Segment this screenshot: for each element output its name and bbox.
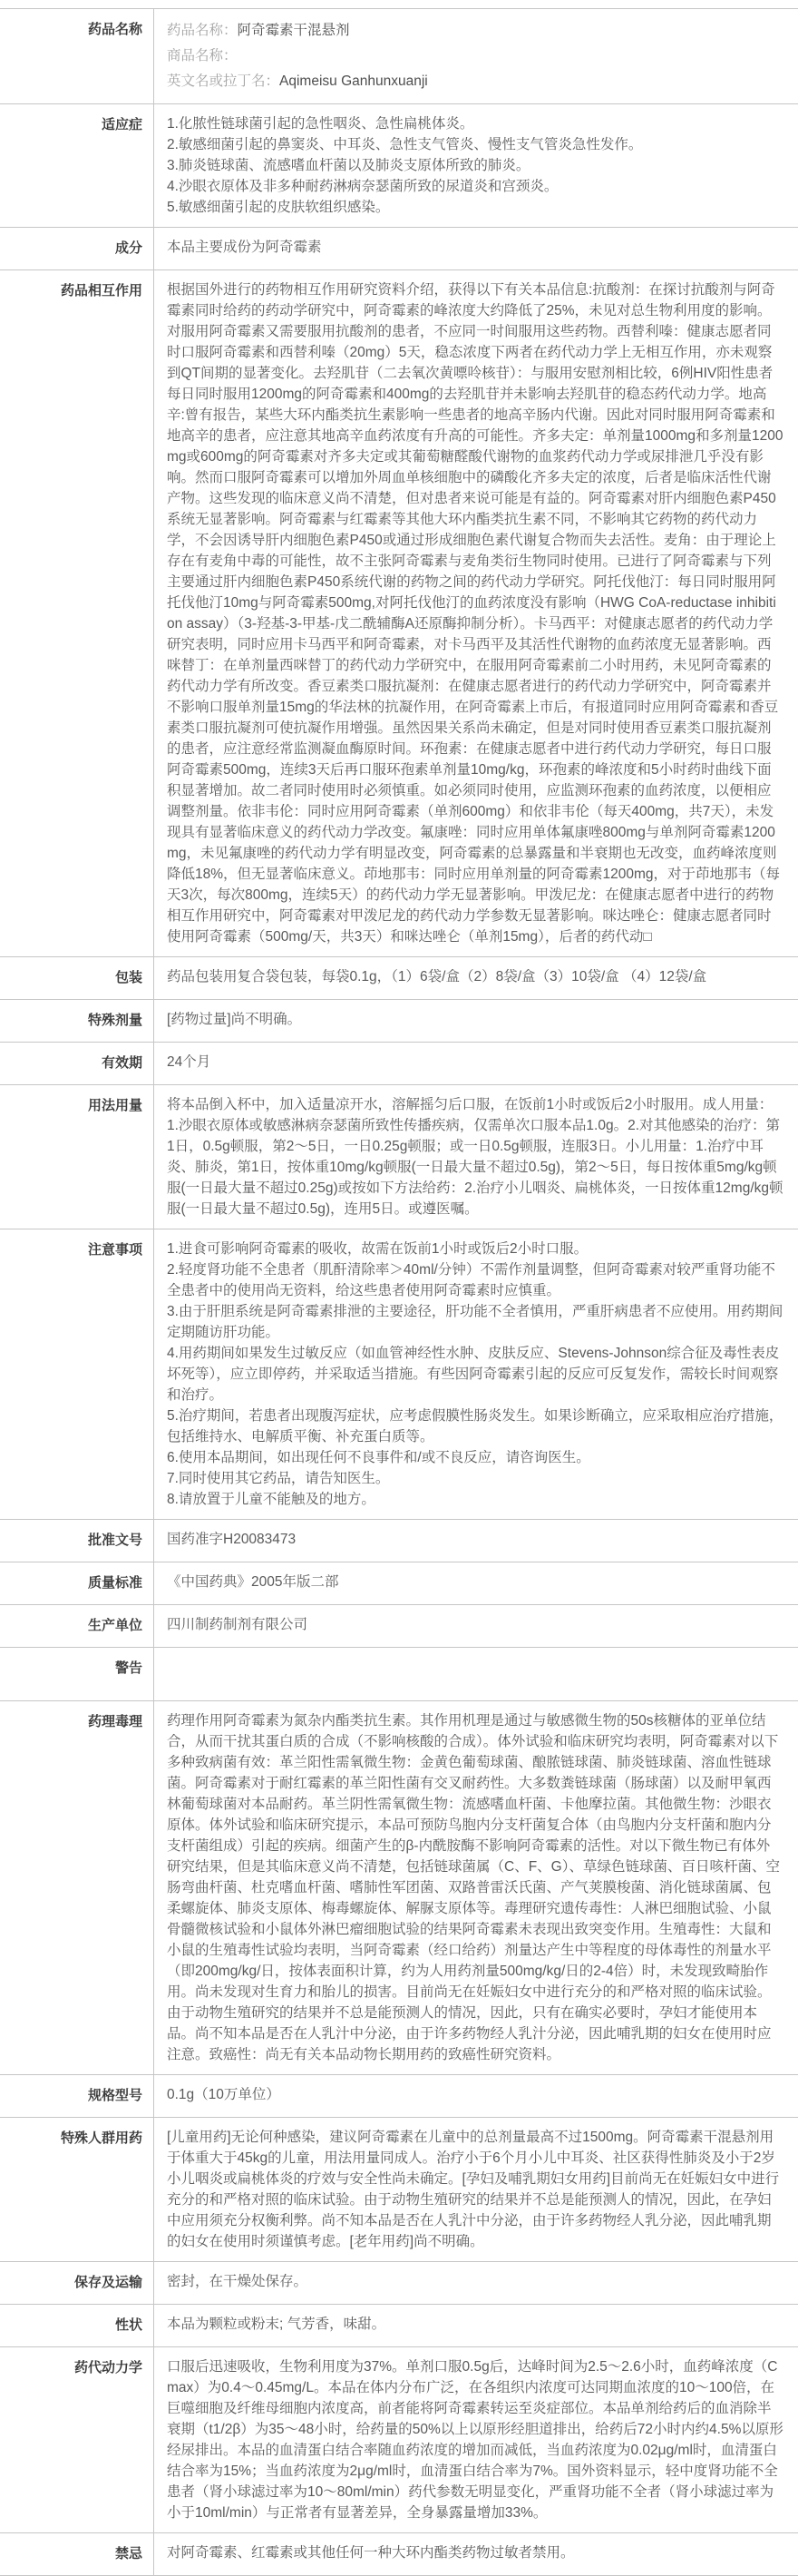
- row-label: 成分: [0, 228, 154, 269]
- precaution-item: 7.同时使用其它药品，请告知医生。: [167, 1471, 390, 1486]
- drug-info-table: [0, 8, 798, 2576]
- row-specification: [0, 2075, 798, 2118]
- precaution-item: 5.治疗期间，若患者出现腹泻症状，应考虑假膜性肠炎发生。如果诊断确立，应采取相应治疗措施，包括维持水、电解质平衡、补充蛋白质等。: [167, 1408, 783, 1445]
- row-content: 根据国外进行的药物相互作用研究资料介绍，获得以下有关本品信息:抗酸剂：在探讨抗酸剂与阿奇霉素同时给药的药动学研究中，阿奇霉素的峰浓度大约降低了25%，未见对总生物利用度的影响。对服用阿奇霉素又需要服用抗酸剂的患者，不应同一时间服用这些药物。西替利嗪：健康志愿者同时口服阿奇霉素和西替利嗪（20mg）5天，稳态浓度下两者在药代动力学上无相互作用，亦未观察到QT间期的显著变化。去羟肌苷（二去氧次黄嘌呤核苷）：与服用安慰剂相比较，6例HIV阳性患者每日同时服用1200mg的阿奇霉素和400mg的去羟肌苷并未影响去羟肌苷的稳态药代动力学。地高辛:曾有报告，某些大环内酯类抗生素影响一些患者的地高辛肠内代谢。因此对同时服用阿奇霉素和地高辛的患者，应注意其地高辛血药浓度有升高的可能性。齐多夫定：单剂量1000mg和多剂量1200mg或600mg的阿奇霉素对齐多夫定或其葡萄糖醛酸代谢物的血浆药代动力学或尿排泄几乎没有影响。然而口服阿奇霉素可以增加外周血单核细胞中的磷酸化齐多夫定的浓度，后者是临床活性代谢产物。这些发现的临床意义尚不清楚，但对患者来说可能是有益的。阿奇霉素对肝内细胞色素P450系统无显著影响。阿奇霉素与红霉素等其他大环内酯类抗生素不同，不影响其它药物的药代动力学，不会因诱导肝内细胞色素P450或通过形成细胞色素代谢复合物而失去活性。麦角：由于理论上存在有麦角中毒的可能性，故不主张阿奇霉素与麦角类衍生物同时使用。已进行了阿奇霉素与下列主要通过肝内细胞色素P450系统代谢的药物之间的药代动力学研究。阿托伐他汀：每日同时服用阿托伐他汀10mg与阿奇霉素500mg,对阿托伐他汀的血药浓度没有影响（HWG CoA-reductase inhibition assay）（3-羟基-3-甲基-戊二酰辅酶A还原酶抑制分析）。卡马西平：对健康志愿者的药代动力学研究表明，同时应用卡马西平和阿奇霉素，对卡马西平及其活性代谢物的血药浓度无显著影响。西咪替丁：在单剂量西咪替丁的药代动力学研究中，在服用阿奇霉素前二小时用药，未见阿奇霉素的药代动力学有所改变。香豆素类口服抗凝剂：在健康志愿者进行的药代动力学研究中，阿奇霉素并不影响口服单剂量15mg的华法林的抗凝作用，在阿奇霉素上市后，有报道同时应用阿奇霉素和香豆素类口服抗凝剂可使抗凝作用增强。虽然因果关系尚未确定，但是对同时使用香豆素类口服抗凝剂的患者，应注意经常监测凝血酶原时间。环孢素：在健康志愿者中进行药代动力学研究，每日口服阿奇霉素500mg，连续3天后再口服环孢素单剂量10mg/kg，环孢素的峰浓度和5小时药时曲线下面积显著增加。故二者同时使用时必须慎重。如必须同时使用，应监测环孢素的血药浓度，以便相应调整剂量。依非韦伦：同时应用阿奇霉素（单剂600mg）和依非韦伦（每天400mg，共7天），未发现具有显著临床意义的药代动力学改变。氟康唑：同时应用单体氟康唑800mg与单剂阿奇霉素1200mg，未见氟康唑的药代动力学有明显改变，阿奇霉素的总暴露量和半衰期也无改变，血药峰浓度则降低18%，但无显著临床意义。茚地那韦：同时应用单剂量的阿奇霉素1200mg，对于茚地那韦（每天3次，每次800mg，连续5天）的药代动力学无显著影响。甲泼尼龙：在健康志愿者中进行的药物相互作用研究中，阿奇霉素对甲泼尼龙的药代动力学参数无显著影响。咪达唑仑：健康志愿者同时使用阿奇霉素（500mg/天，共3天）和咪达唑仑（单剂15mg），后者的药代动□: [167, 282, 783, 945]
- row-label: 药品相互作用: [0, 270, 154, 956]
- row-label: 药品名称: [0, 9, 154, 103]
- row-label: 特殊人群用药: [0, 2118, 154, 2261]
- row-dosage: [0, 1085, 798, 1229]
- row-content: [154, 104, 798, 227]
- row-content: [154, 9, 798, 103]
- row-validity-period: [0, 1043, 798, 1085]
- row-label: 性状: [0, 2305, 154, 2346]
- row-content: 四川制药制剂有限公司: [167, 1617, 308, 1632]
- row-label: 保存及运输: [0, 2262, 154, 2304]
- row-label: 特殊剂量: [0, 1000, 154, 1042]
- row-drug-interactions: [0, 270, 798, 957]
- row-content: [154, 1229, 798, 1519]
- drug-name-line: [167, 18, 783, 44]
- row-indications: [0, 104, 798, 228]
- row-label: 用法用量: [0, 1085, 154, 1229]
- precaution-item: 1.进食可影响阿奇霉素的吸收，故需在饭前1小时或饭后2小时口服。: [167, 1241, 589, 1257]
- row-content: 24个月: [167, 1054, 211, 1070]
- row-manufacturer: [0, 1605, 798, 1648]
- field-label: 商品名称：: [167, 48, 238, 64]
- field-value: Aqimeisu Ganhunxuanji: [279, 73, 428, 89]
- row-label: 注意事项: [0, 1229, 154, 1519]
- indication-item: 3.肺炎链球菌、流感嗜血杆菌以及肺炎支原体所致的肺炎。: [167, 158, 530, 173]
- precaution-item: 2.轻度肾功能不全患者（肌酐清除率＞40ml/分钟）不需作剂量调整，但阿奇霉素对较严重肾功能不全患者中的使用尚无资料，给这些患者使用阿奇霉素时应慎重。: [167, 1262, 775, 1298]
- precaution-item: 4.用药期间如果发生过敏反应（如血管神经性水肿、皮肤反应、Stevens-Johnson综合征及毒性表皮坏死等），应立即停药，并采取适当措施。有些因阿奇霉素引起的反应可反复发作，需较长时间观察和治疗。: [167, 1346, 780, 1403]
- row-content: [儿童用药]无论何种感染，建议阿奇霉素在儿童中的总剂量最高不过1500mg。阿奇霉素干混悬剂用于体重大于45kg的儿童，用法用量同成人。治疗小于6个月小儿中耳炎、社区获得性肺炎及小于2岁小儿咽炎或扁桃体炎的疗效与安全性尚未确定。[孕妇及哺乳期妇女用药]目前尚无在妊娠妇女中进行充分的和严格对照的临床试验。由于动物生殖研究的结果并不总是能预测人的情况，因此，在孕妇中应用须充分权衡利弊。尚不知本品是否在人乳汁中分泌，由于许多药物经人乳分泌，因此哺乳期的妇女在使用时须谨慎考虑。[老年用药]尚不明确。: [167, 2130, 780, 2249]
- row-label: 规格型号: [0, 2075, 154, 2117]
- row-approval-number: [0, 1520, 798, 1562]
- row-content: [154, 1648, 798, 1700]
- row-content: 0.1g（10万单位）: [167, 2087, 280, 2102]
- row-label: 质量标准: [0, 1562, 154, 1604]
- row-content: 国药准字H20083473: [167, 1532, 297, 1547]
- row-content: [药物过量]尚不明确。: [167, 1012, 302, 1027]
- row-content: 将本品倒入杯中，加入适量凉开水，溶解摇匀后口服，在饭前1小时或饭后2小时服用。成人用量：1.沙眼衣原体或敏感淋病奈瑟菌所致性传播疾病，仅需单次口服本品1.0g。2.对其他感染的治疗：第1日，0.5g顿服，第2～5日，一日0.25g顿服；或一日0.5g顿服，连服3日。小儿用量：1.治疗中耳炎、肺炎，第1日，按体重10mg/kg顿服(一日最大量不超过0.5g)，第2～5日，每日按体重5mg/kg顿服(一日最大量不超过0.25g)或按如下方法给药：2.治疗小儿咽炎、扁桃体炎，一日按体重12mg/kg顿服(一日最大量不超过0.5g)，连用5日。或遵医嘱。: [167, 1097, 783, 1217]
- row-pharmacology-toxicology: [0, 1701, 798, 2075]
- row-content: 《中国药典》2005年版二部: [167, 1574, 339, 1590]
- row-content: 药品包装用复合袋包装，每袋0.1g，（1）6袋/盒（2）8袋/盒（3）10袋/盒 （4）12袋/盒: [167, 969, 707, 984]
- indication-item: 4.沙眼衣原体及非多种耐药淋病奈瑟菌所致的尿道炎和宫颈炎。: [167, 179, 559, 194]
- row-label: 包装: [0, 957, 154, 999]
- precaution-item: 3.由于肝胆系统是阿奇霉素排泄的主要途径，肝功能不全者慎用，严重肝病患者不应使用。用药期间定期随访肝功能。: [167, 1304, 783, 1340]
- field-value: 阿奇霉素干混悬剂: [237, 23, 350, 38]
- row-content: 密封，在干燥处保存。: [167, 2274, 308, 2289]
- row-label: 禁忌: [0, 2533, 154, 2575]
- row-pharmacokinetics: [0, 2347, 798, 2533]
- row-content: 本品为颗粒或粉末; 气芳香，味甜。: [167, 2316, 386, 2332]
- trade-name-line: [167, 44, 783, 69]
- indication-item: 1.化脓性链球菌引起的急性咽炎、急性扁桃体炎。: [167, 116, 474, 132]
- row-label: 生产单位: [0, 1605, 154, 1647]
- row-character: [0, 2305, 798, 2347]
- row-packaging: [0, 957, 798, 1000]
- row-storage-transport: [0, 2262, 798, 2305]
- row-special-dose: [0, 1000, 798, 1043]
- row-label: 适应症: [0, 104, 154, 227]
- row-content: 本品主要成份为阿奇霉素: [167, 240, 322, 255]
- indication-item: 2.敏感细菌引起的鼻窦炎、中耳炎、急性支气管炎、慢性支气管炎急性发作。: [167, 137, 643, 152]
- precaution-item: 6.使用本品期间，如出现任何不良事件和/或不良反应，请咨询医生。: [167, 1450, 590, 1465]
- row-contraindications: [0, 2533, 798, 2576]
- row-content: 对阿奇霉素、红霉素或其他任何一种大环内酯类药物过敏者禁用。: [167, 2545, 575, 2561]
- row-label: 药理毒理: [0, 1701, 154, 2074]
- row-drug-name: [0, 9, 798, 104]
- row-label: 有效期: [0, 1043, 154, 1084]
- english-name-line: [167, 69, 783, 94]
- row-label: 药代动力学: [0, 2347, 154, 2532]
- row-warning: [0, 1648, 798, 1701]
- row-content: 口服后迅速吸收，生物利用度为37%。单剂口服0.5g后，达峰时间为2.5～2.6小时，血药峰浓度（Cmax）为0.4～0.45mg/L。本品在体内分布广泛，在各组织内浓度可达同期血浓度的10～100倍，在巨噬细胞及纤维母细胞内浓度高，前者能将阿奇霉素转运至炎症部位。本品单剂给药后的血消除半衰期（t1/2β）为35～48小时，给药量的50%以上以原形经胆道排出，给药后72小时内约4.5%以原形经尿排出。本品的血清蛋白结合率随血药浓度的增加而减低，当血药浓度为0.02μg/ml时，血清蛋白结合率为15%；当血药浓度为2μg/ml时，血清蛋白结合率为7%。国外资料显示，轻中度肾功能不全患者（肾小球滤过率为10～80ml/min）药代参数无明显变化，严重肾功能不全者（肾小球滤过率为小于10ml/min）与正常者有显著差异，全身暴露量增加33%。: [167, 2359, 783, 2521]
- row-quality-standard: [0, 1562, 798, 1605]
- row-special-population: [0, 2118, 798, 2262]
- row-precautions: [0, 1229, 798, 1520]
- field-label: 药品名称：: [167, 23, 238, 38]
- row-label: 批准文号: [0, 1520, 154, 1562]
- row-content: 药理作用阿奇霉素为氮杂内酯类抗生素。其作用机理是通过与敏感微生物的50s核糖体的亚单位结合，从而干扰其蛋白质的合成（不影响核酸的合成）。体外试验和临床研究均表明，阿奇霉素对以下多种致病菌有效：革兰阳性需氧微生物：金黄色葡萄球菌、酿脓链球菌、肺炎链球菌、溶血性链球菌。阿奇霉素对于耐红霉素的革兰阳性菌有交叉耐药性。大多数粪链球菌（肠球菌）以及耐甲氧西林葡萄球菌对本品耐药。革兰阴性需氧微生物：流感嗜血杆菌、卡他摩拉菌。其他微生物：沙眼衣原体。体外试验和临床研究提示，本品可预防鸟胞内分支杆菌复合体（由鸟胞内分支杆菌和胞内分支杆菌组成）引起的疾病。细菌产生的β-内酰胺酶不影响阿奇霉素的活性。对以下微生物已有体外研究结果，但是其临床意义尚不清楚，包括链球菌属（C、F、G）、草绿色链球菌、百日咳杆菌、空肠弯曲杆菌、杜克嗜血杆菌、嗜肺性军团菌、双路普雷沃氏菌、产气荚膜梭菌、消化链球菌属、包柔螺旋体、肺炎支原体、梅毒螺旋体、解脲支原体等。毒理研究遗传毒性：人淋巴细胞试验、小鼠骨髓微核试验和小鼠体外淋巴瘤细胞试验的结果阿奇霉素未表现出致突变作用。生殖毒性：大鼠和小鼠的生殖毒性试验均表明，当阿奇霉素（经口给药）剂量达产生中等程度的母体毒性的剂量水平（即200mg/kg/日，按体表面积计算，约为人用药剂量500mg/kg/日的2-4倍）时，未发现致畸胎作用。尚未发现对生育力和胎儿的损害。目前尚无在妊娠妇女中进行充分的和严格对照的临床试验。由于动物生殖研究的结果并不总是能预测人的情况，因此，只有在确实必要时，孕妇才能使用本品。尚不知本品是否在人乳汁中分泌，由于许多药物经人乳汁分泌，因此哺乳期的妇女在使用时应注意。致癌性：尚无有关本品动物长期用药的致癌性研究资料。: [167, 1713, 780, 2062]
- row-composition: [0, 228, 798, 270]
- row-label: 警告: [0, 1648, 154, 1700]
- field-label: 英文名或拉丁名：: [167, 73, 280, 89]
- precaution-item: 8.请放置于儿童不能触及的地方。: [167, 1492, 375, 1507]
- indication-item: 5.敏感细菌引起的皮肤软组织感染。: [167, 200, 390, 215]
